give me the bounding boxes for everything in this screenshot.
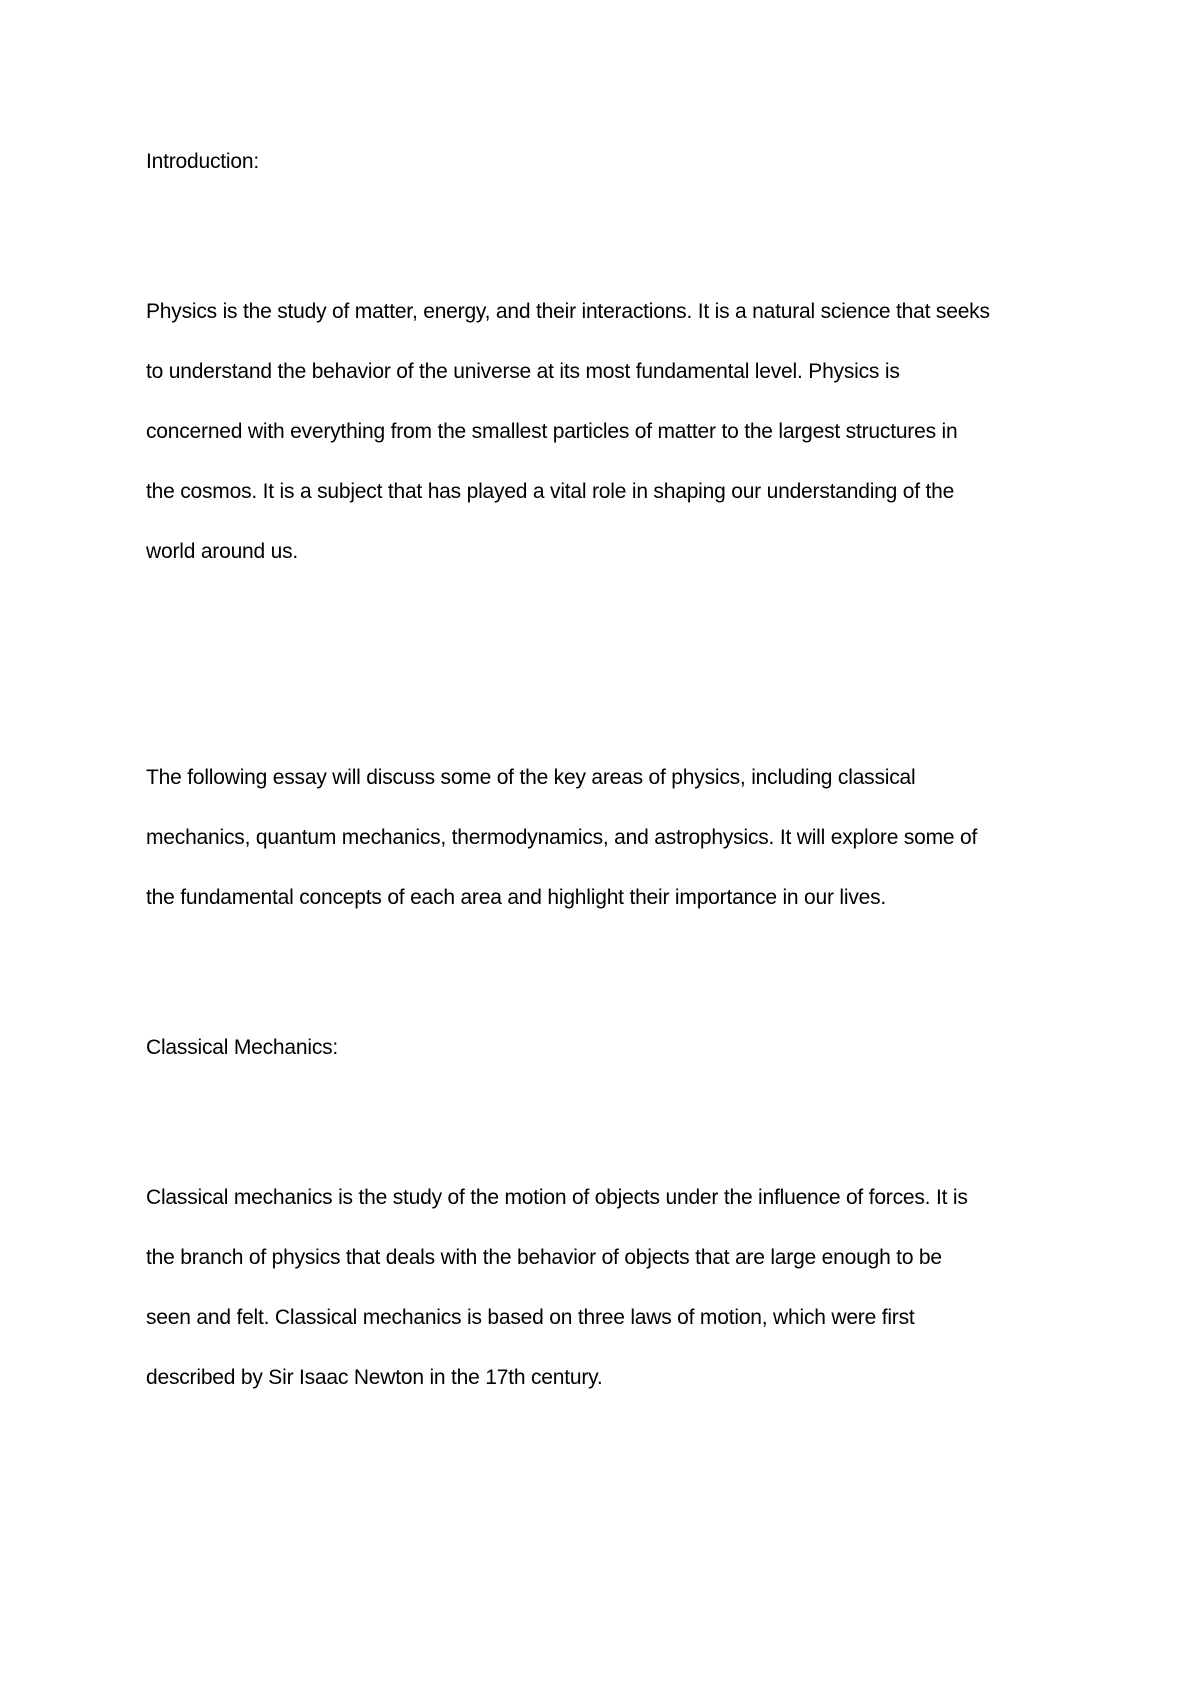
- text-line: world around us.: [146, 540, 299, 563]
- section-heading-classical-mechanics: [146, 1018, 1076, 1078]
- text-line: described by Sir Isaac Newton in the 17th century.: [146, 1366, 603, 1389]
- text-line: the fundamental concepts of each area and highlight their importance in our lives.: [146, 886, 887, 909]
- text-line: The following essay will discuss some of the key areas of physics, including classical: [146, 766, 916, 789]
- text-line: the branch of physics that deals with the behavior of objects that are large enough to be: [146, 1246, 942, 1269]
- paragraph-classical-mechanics: [146, 1168, 1076, 1408]
- heading-text: Classical Mechanics:: [146, 1036, 339, 1059]
- text-line: Physics is the study of matter, energy, and their interactions. It is a natural science that seeks: [146, 300, 990, 323]
- text-line: concerned with everything from the smallest particles of matter to the largest structures in: [146, 420, 958, 443]
- paragraph-physics-definition: [146, 282, 1076, 582]
- text-line: to understand the behavior of the universe at its most fundamental level. Physics is: [146, 360, 900, 383]
- heading-text: Introduction:: [146, 150, 259, 173]
- section-heading-introduction: [146, 132, 1076, 192]
- text-line: seen and felt. Classical mechanics is based on three laws of motion, which were first: [146, 1306, 915, 1329]
- text-line: the cosmos. It is a subject that has played a vital role in shaping our understanding of the: [146, 480, 955, 503]
- text-line: mechanics, quantum mechanics, thermodynamics, and astrophysics. It will explore some of: [146, 826, 978, 849]
- text-line: Classical mechanics is the study of the motion of objects under the influence of forces. It is: [146, 1186, 968, 1209]
- paragraph-essay-overview: [146, 748, 1076, 928]
